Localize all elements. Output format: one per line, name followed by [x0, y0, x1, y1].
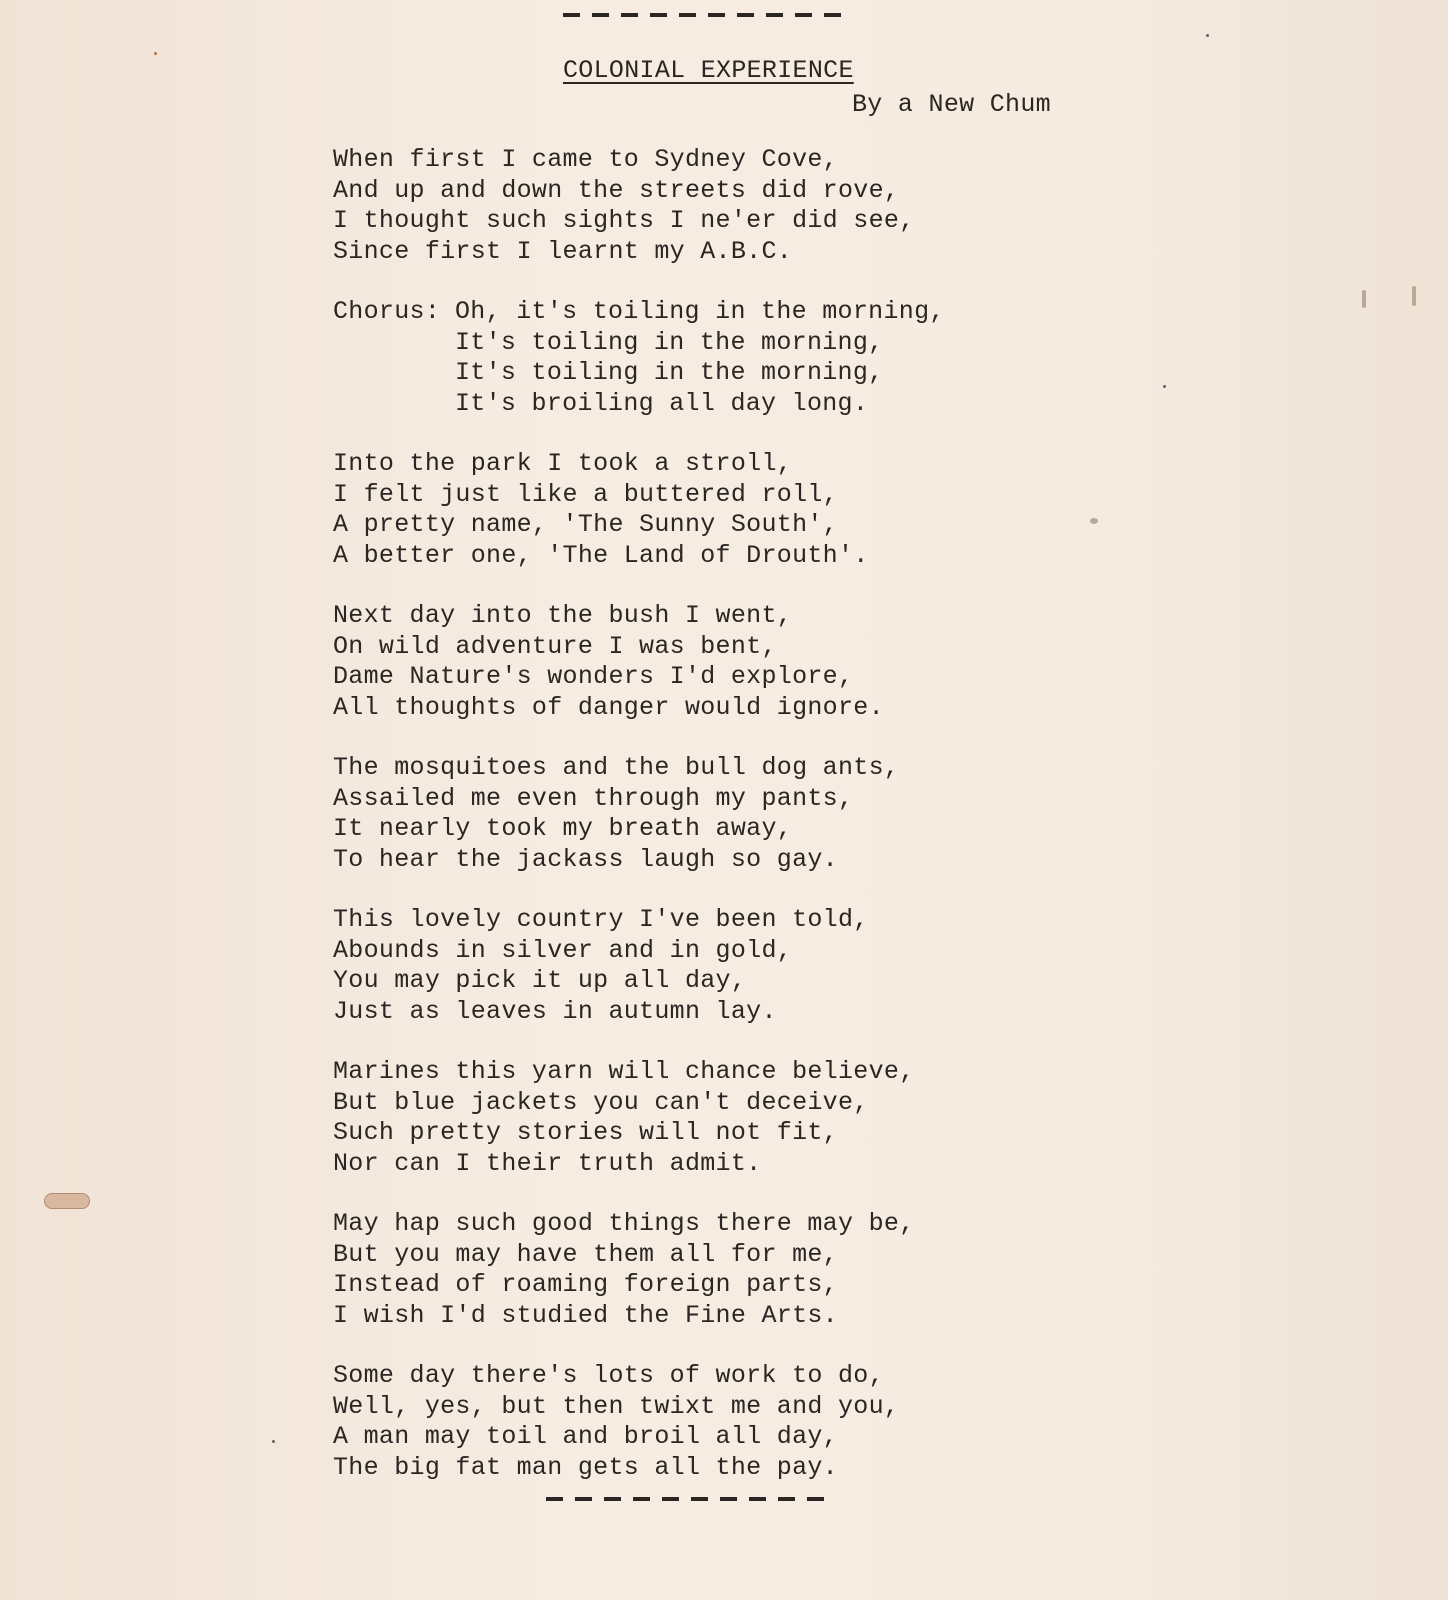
poem-line: This lovely country I've been told, — [333, 905, 869, 934]
poem-line: It nearly took my breath away, — [333, 814, 793, 843]
poem-line: Nor can I their truth admit. — [333, 1148, 762, 1178]
poem-line: Assailed me even through my pants, — [333, 783, 854, 813]
paper-speck — [1090, 518, 1098, 524]
poem-line: Into the park I took a stroll, — [333, 449, 793, 478]
poem-line: Since first I learnt my A.B.C. — [333, 236, 793, 266]
paper-speck — [154, 52, 157, 55]
chorus-line: It's broiling all day long. — [455, 388, 869, 418]
chorus-line: It's toiling in the morning, — [455, 358, 884, 387]
paper-speck — [1206, 34, 1209, 37]
poem-line: Abounds in silver and in gold, — [333, 935, 793, 965]
paper-speck — [1362, 290, 1366, 308]
poem-line: Marines this yarn will chance believe, — [333, 1057, 915, 1086]
stanza-1 — [333, 145, 945, 267]
poem-title: COLONIAL EXPERIENCE — [563, 56, 854, 85]
poem-line: To hear the jackass laugh so gay. — [333, 844, 838, 874]
poem-line: When first I came to Sydney Cove, — [333, 145, 838, 174]
bottom-dash-divider — [546, 1494, 836, 1504]
top-dash-divider — [563, 10, 853, 20]
stanza-3 — [333, 601, 945, 723]
poem-line: The mosquitoes and the bull dog ants, — [333, 753, 900, 782]
poem-line: Such pretty stories will not fit, — [333, 1118, 838, 1147]
poem-line: On wild adventure I was bent, — [333, 631, 777, 661]
chorus-label: Chorus: — [333, 297, 441, 326]
paper-speck — [272, 1440, 275, 1443]
poem-line: May hap such good things there may be, — [333, 1209, 915, 1238]
chorus-line: Oh, it's toiling in the morning, — [455, 297, 945, 326]
poem-line: But blue jackets you can't deceive, — [333, 1087, 869, 1117]
poem-line: I wish I'd studied the Fine Arts. — [333, 1300, 838, 1330]
poem-line: A better one, 'The Land of Drouth'. — [333, 540, 869, 570]
poem-line: Some day there's lots of work to do, — [333, 1361, 884, 1390]
poem-line: A pretty name, 'The Sunny South', — [333, 510, 838, 539]
poem-line: Just as leaves in autumn lay. — [333, 996, 777, 1026]
poem-line: And up and down the streets did rove, — [333, 175, 900, 205]
poem-line: The big fat man gets all the pay. — [333, 1452, 838, 1482]
poem-line: Next day into the bush I went, — [333, 601, 793, 630]
poem-line: Well, yes, but then twixt me and you, — [333, 1391, 900, 1421]
poem-line: Dame Nature's wonders I'd explore, — [333, 662, 854, 691]
paper-speck — [1163, 385, 1166, 388]
stanza-6 — [333, 1057, 945, 1179]
poem-line: But you may have them all for me, — [333, 1239, 838, 1269]
stanza-4 — [333, 753, 945, 875]
staple-hole — [44, 1193, 90, 1209]
poem-body — [333, 145, 945, 1513]
poem-line: You may pick it up all day, — [333, 966, 747, 995]
stanza-8 — [333, 1361, 945, 1483]
stanza-7 — [333, 1209, 945, 1331]
poem-line: I thought such sights I ne'er did see, — [333, 206, 915, 235]
stanza-2 — [333, 449, 945, 571]
stanza-5 — [333, 905, 945, 1027]
chorus-stanza — [333, 297, 945, 419]
poem-line: I felt just like a buttered roll, — [333, 479, 838, 509]
poem-line: Instead of roaming foreign parts, — [333, 1270, 838, 1299]
chorus-line: It's toiling in the morning, — [455, 327, 884, 357]
paper-speck — [1412, 286, 1416, 306]
poem-byline: By a New Chum — [852, 90, 1051, 119]
poem-line: A man may toil and broil all day, — [333, 1422, 838, 1451]
poem-line: All thoughts of danger would ignore. — [333, 692, 884, 722]
